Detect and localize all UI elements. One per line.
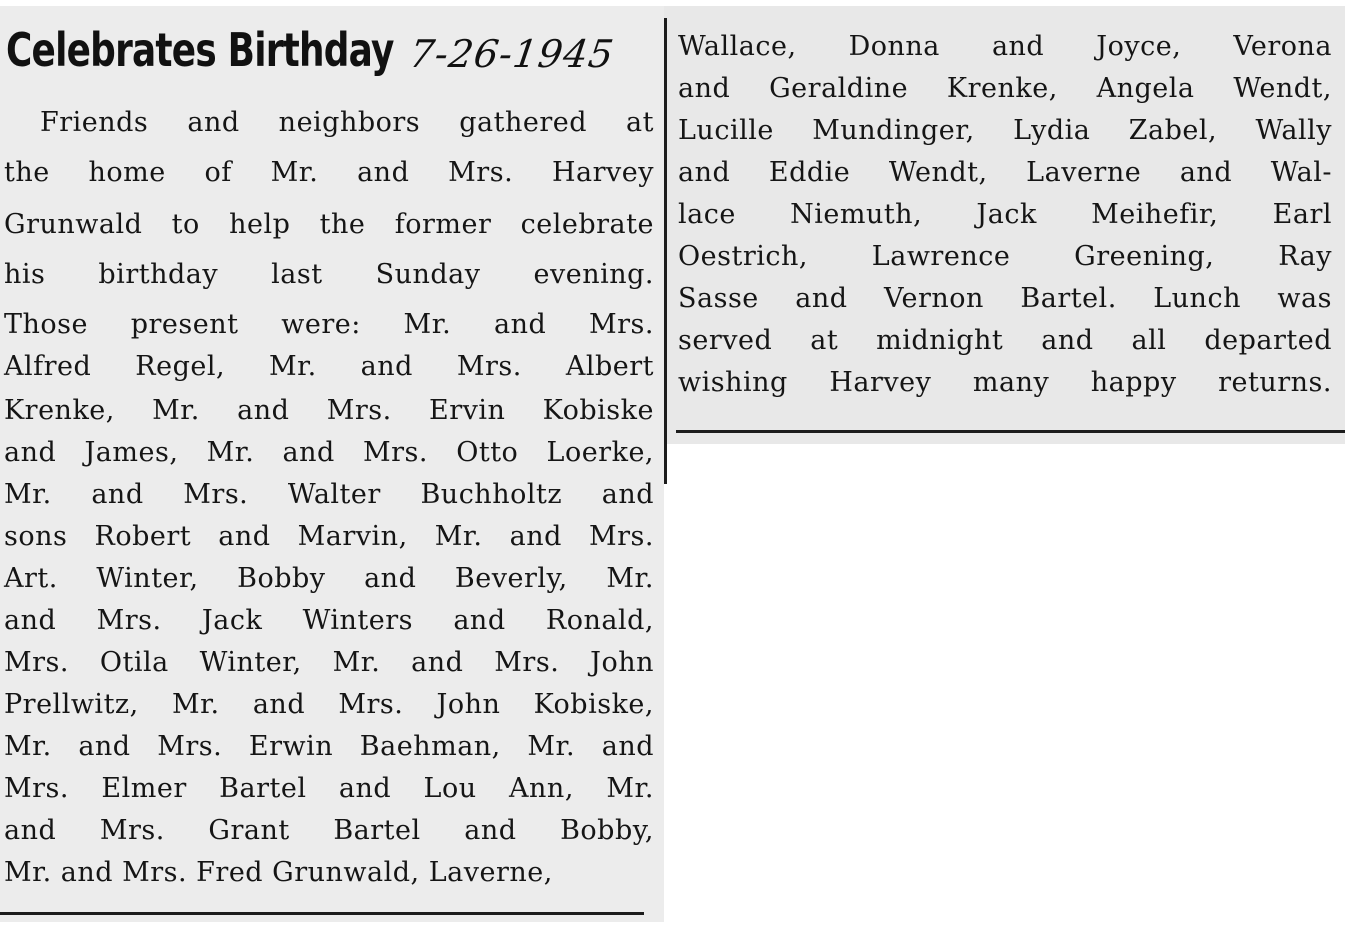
article-line: Mr. and Mrs. Fred Grunwald, Laverne, [4, 857, 553, 888]
article-line: and James, Mr. and Mrs. Otto Loerke, [4, 437, 654, 468]
handwritten-date: 7-26-1945 [406, 32, 618, 76]
article-line: served at midnight and all departed [678, 325, 1332, 356]
article-line: Mr. and Mrs. Walter Buchholtz and [4, 479, 654, 510]
article-line: Lucille Mundinger, Lydia Zabel, Wally [678, 115, 1332, 146]
article-line: Mr. and Mrs. Erwin Baehman, Mr. and [4, 731, 654, 762]
right-column-bottom-rule [676, 430, 1345, 433]
article-line: Krenke, Mr. and Mrs. Ervin Kobiske [4, 395, 654, 426]
article-line: sons Robert and Marvin, Mr. and Mrs. [4, 521, 654, 552]
article-line: Friends and neighbors gathered at [40, 107, 654, 138]
article-line: Mrs. Elmer Bartel and Lou Ann, Mr. [4, 773, 654, 804]
article-line: the home of Mr. and Mrs. Harvey [4, 157, 654, 188]
article-line: lace Niemuth, Jack Meihefir, Earl [678, 199, 1332, 230]
article-line: and Geraldine Krenke, Angela Wendt, [678, 73, 1332, 104]
left-column-bottom-rule [0, 912, 644, 915]
article-line: Oestrich, Lawrence Greening, Ray [678, 241, 1332, 272]
article-line: Art. Winter, Bobby and Beverly, Mr. [4, 563, 654, 594]
article-line: Wallace, Donna and Joyce, Verona [678, 31, 1332, 62]
article-line: Alfred Regel, Mr. and Mrs. Albert [4, 351, 654, 382]
article-line: Sasse and Vernon Bartel. Lunch was [678, 283, 1332, 314]
article-line: Grunwald to help the former celebrate [4, 209, 654, 240]
article-line: Prellwitz, Mr. and Mrs. John Kobiske, [4, 689, 654, 720]
article-line: Those present were: Mr. and Mrs. [4, 309, 654, 340]
article-line: Mrs. Otila Winter, Mr. and Mrs. John [4, 647, 654, 678]
column-divider-rule [664, 18, 667, 484]
article-headline: Celebrates Birthday [6, 23, 394, 77]
article-line: his birthday last Sunday evening. [4, 259, 654, 290]
article-line: wishing Harvey many happy returns. [678, 367, 1332, 398]
article-line: and Mrs. Jack Winters and Ronald, [4, 605, 654, 636]
article-line: and Mrs. Grant Bartel and Bobby, [4, 815, 654, 846]
article-line: and Eddie Wendt, Laverne and Wal- [678, 157, 1332, 188]
